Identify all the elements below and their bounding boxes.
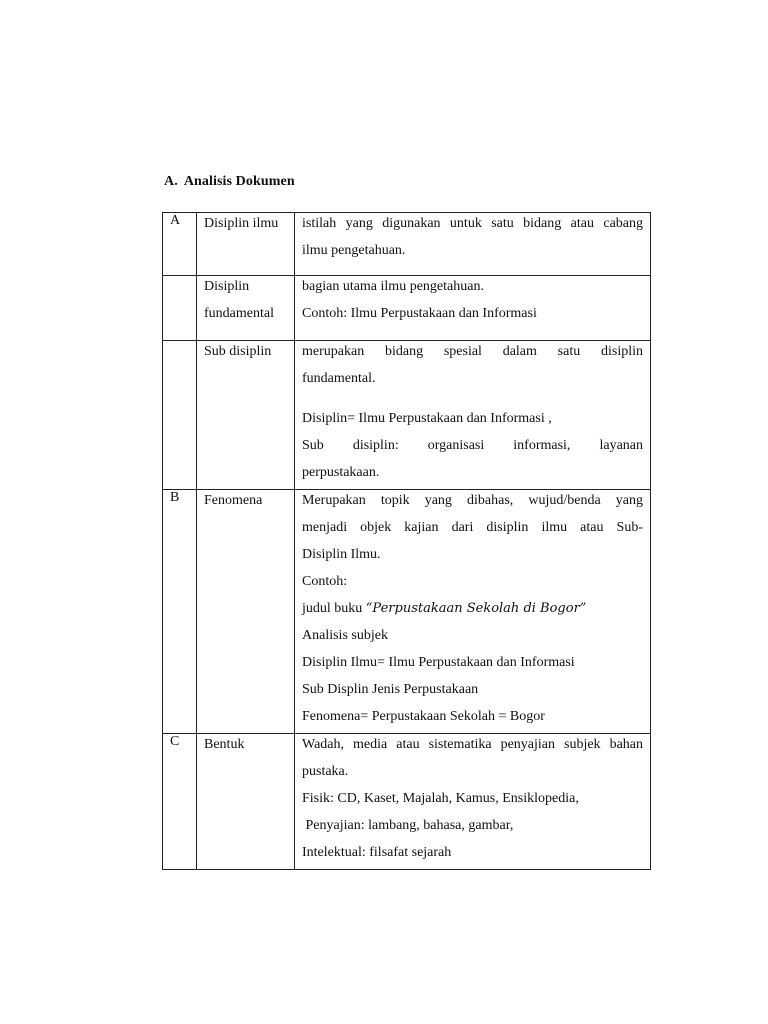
term-text: fundamental <box>204 306 274 321</box>
row-description <box>295 341 651 490</box>
row-letter: A <box>163 213 197 276</box>
description-line: Intelektual: filsafat sejarah <box>302 845 452 860</box>
section-heading <box>164 174 295 190</box>
row-term <box>197 213 295 276</box>
row-term <box>197 341 295 490</box>
description-line: merupakan bidang spesial dalam satu disiplin <box>302 344 643 359</box>
row-description <box>295 734 651 870</box>
book-label: judul buku <box>302 601 363 616</box>
term-text: Fenomena <box>204 493 263 508</box>
row-description <box>295 490 651 734</box>
row-description <box>295 276 651 341</box>
term-text: Disiplin <box>204 279 250 294</box>
book-title: “Perpustakaan Sekolah di Bogor” <box>365 601 587 616</box>
description-line: Wadah, media atau sistematika penyajian subjek bahan <box>302 737 643 752</box>
description-line: pustaka. <box>302 764 349 779</box>
term-text: Bentuk <box>204 737 245 752</box>
description-line: Analisis subjek <box>302 628 388 643</box>
description-line <box>302 598 643 625</box>
description-line: Disiplin= Ilmu Perpustakaan dan Informasi , <box>302 411 552 426</box>
row-letter <box>163 276 197 341</box>
description-line: Fisik: CD, Kaset, Majalah, Kamus, Ensiklopedia, <box>302 791 579 806</box>
term-text: Sub disiplin <box>204 344 272 359</box>
description-line: ilmu pengetahuan. <box>302 243 406 258</box>
description-line: bagian utama ilmu pengetahuan. <box>302 279 484 294</box>
table-row <box>163 490 651 734</box>
row-description <box>295 213 651 276</box>
term-text: Disiplin ilmu <box>204 216 279 231</box>
table-row <box>163 213 651 276</box>
section-title: Analisis Dokumen <box>183 174 295 189</box>
table-row <box>163 341 651 490</box>
paragraph-gap <box>302 395 643 408</box>
description-line: istilah yang digunakan untuk satu bidang atau cabang <box>302 216 643 231</box>
analysis-table <box>162 212 651 870</box>
description-line: Contoh: <box>302 574 348 589</box>
description-line: perpustakaan. <box>302 465 380 480</box>
section-number: A. <box>164 174 178 189</box>
description-line: Fenomena= Perpustakaan Sekolah = Bogor <box>302 709 545 724</box>
description-line: Disiplin Ilmu. <box>302 547 381 562</box>
row-term <box>197 490 295 734</box>
row-term <box>197 276 295 341</box>
table-row <box>163 734 651 870</box>
description-line: Penyajian: lambang, bahasa, gambar, <box>302 818 514 833</box>
description-line: Disiplin Ilmu= Ilmu Perpustakaan dan Informasi <box>302 655 575 670</box>
description-line: fundamental. <box>302 371 376 386</box>
row-letter <box>163 341 197 490</box>
description-line: Contoh: Ilmu Perpustakaan dan Informasi <box>302 306 537 321</box>
row-letter: C <box>163 734 197 870</box>
description-line: menjadi objek kajian dari disiplin ilmu atau Sub- <box>302 520 643 535</box>
row-letter: B <box>163 490 197 734</box>
description-line: Sub Displin Jenis Perpustakaan <box>302 682 479 697</box>
description-line: Merupakan topik yang dibahas, wujud/benda yang <box>302 493 643 508</box>
table-row <box>163 276 651 341</box>
row-term <box>197 734 295 870</box>
description-line: Sub disiplin: organisasi informasi, layanan <box>302 438 643 453</box>
